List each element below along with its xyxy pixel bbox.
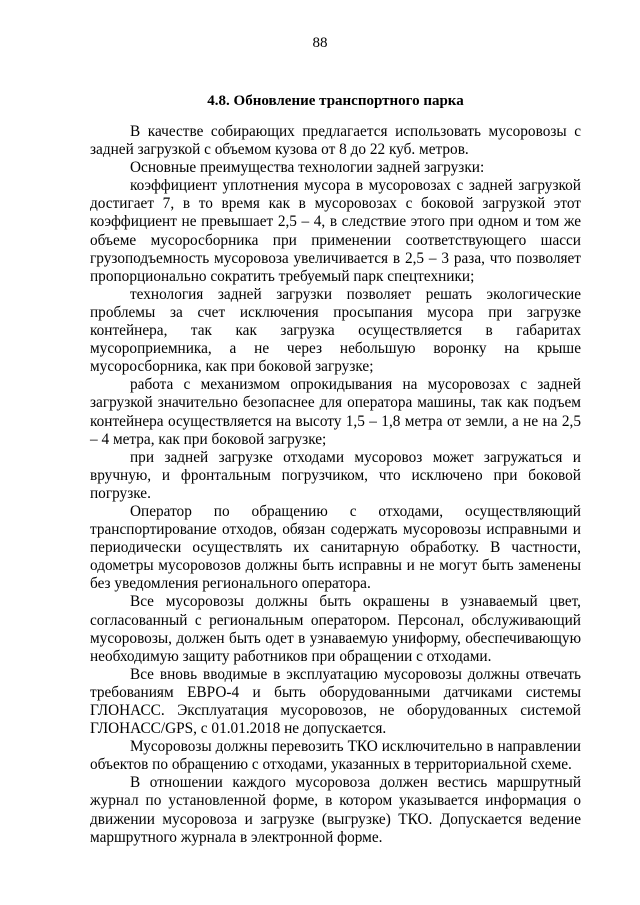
body-text bbox=[90, 123, 581, 847]
paragraph-intro: В качестве собирающих предлагается использовать мусоровозы с задней загрузкой с объемом кузова от 8 до 22 куб. метров. bbox=[90, 123, 581, 159]
paragraph-route-journal: В отношении каждого мусоровоза должен вестись маршрутный журнал по установленной форме, в котором указывается информация о движении мусоровоза и загрузке (выгрузке) ТКО. Допускается ведение маршрутного журнала в электронной форме. bbox=[90, 774, 581, 846]
paragraph-color-uniform: Все мусоровозы должны быть окрашены в узнаваемый цвет, согласованный с региональным оператором. Персонал, обслуживающий мусоровозы, должен быть одет в узнаваемую униформу, обеспечивающую необходимую защиту работников при обращении с отходами. bbox=[90, 593, 581, 665]
paragraph-compaction: коэффициент уплотнения мусора в мусоровозах с задней загрузкой достигает 7, в то время как в мусоровозах с боковой загрузкой этот коэффициент не превышает 2,5 – 4, в следствие этого при одном и том же объеме мусоросборника при применении соответствующего шасси грузоподъемность мусоровоза увеличивается в 2,5 – 3 раза, что позволяет пропорционально сократить требуемый парк спецтехники; bbox=[90, 177, 581, 285]
paragraph-transport-direction: Мусоровозы должны перевозить ТКО исключительно в направлении объектов по обращению с отходами, указанных в территориальной схеме. bbox=[90, 738, 581, 774]
paragraph-operator-duties: Оператор по обращению с отходами, осуществляющий транспортирование отходов, обязан содержать мусоровозы исправными и периодически осуществлять их санитарную обработку. В частности, одометры мусоровозов должны быть исправны и не могут быть заменены без уведомления регионального оператора. bbox=[90, 502, 581, 593]
paragraph-ecology: технология задней загрузки позволяет решать экологические проблемы за счет исключения просыпания мусора при загрузке контейнера, так как загрузка осуществляется в габаритах мусороприемника, а не через небольшую воронку на крыше мусоросборника, как при боковой загрузке; bbox=[90, 285, 581, 376]
paragraph-manual-loading: при задней загрузке отходами мусоровоз может загружаться и вручную, и фронтальным погрузчиком, что исключено при боковой погрузке. bbox=[90, 448, 581, 502]
paragraph-euro4-glonass: Все вновь вводимые в эксплуатацию мусоровозы должны отвечать требованиям ЕВРО-4 и быть оборудованными датчиками системы ГЛОНАСС. Эксплуатация мусоровозов, не оборудованных системой ГЛОНАСС/GPS, с 01.01.2018 не допускается. bbox=[90, 665, 581, 738]
page-number: 88 bbox=[312, 35, 328, 51]
section-title: 4.8. Обновление транспортного парка bbox=[207, 93, 464, 109]
paragraph-advantages-heading: Основные преимущества технологии задней загрузки: bbox=[130, 159, 485, 177]
paragraph-safety: работа с механизмом опрокидывания на мусоровозах с задней загрузкой значительно безопаснее для оператора машины, так как подъем контейнера осуществляется на высоту 1,5 – 1,8 метра от земли, а не на 2,5 – 4 метра, как при боковой загрузке; bbox=[90, 376, 581, 448]
